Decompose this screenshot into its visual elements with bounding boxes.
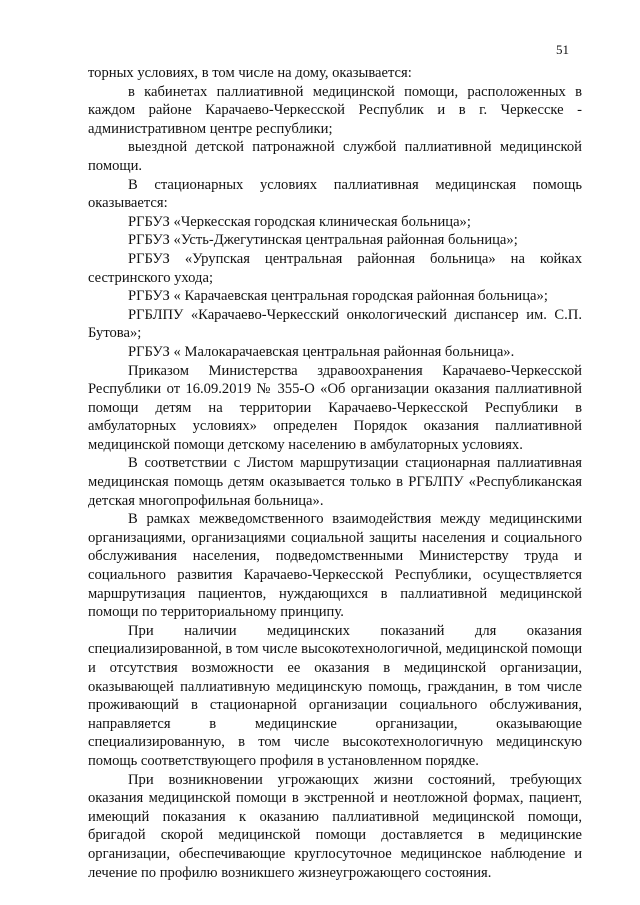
paragraph: В рамках межведомственного взаимодействия между медицинскими организациями, организациями социальной защиты населения и социального обслуживания населения, подведомственными Министерству труда и социального развития Карачаево-Черкесской Республики, осуществляется маршрутизация пациентов, нуждающихся в паллиативной медицинской помощи по территориальному принципу. <box>88 511 582 621</box>
paragraph: Приказом Министерства здравоохранения Карачаево-Черкесской Республики от 16.09.2019 № 355-О «Об организации оказания паллиативной помощи детям на территории Карачаево-Черкесской Республики в амбулаторных условиях» определен Порядок оказания паллиативной медицинской помощи детскому населению в амбулаторных условиях. <box>88 362 582 453</box>
paragraph: выездной детской патронажной службой паллиативной медицинской помощи. <box>88 139 582 174</box>
paragraph: В стационарных условиях паллиативная медицинская помощь оказывается: <box>88 176 582 212</box>
list-item: РГБУЗ « Карачаевская центральная городская районная больница»; <box>128 288 548 305</box>
list-item: РГБУЗ «Черкесская городская клиническая больница»; <box>128 213 471 230</box>
document-body <box>88 64 582 882</box>
page-number: 51 <box>556 42 569 57</box>
list-item: РГБЛПУ «Карачаево-Черкесский онкологический диспансер им. С.П. Бутова»; <box>88 306 582 342</box>
list-item: РГБУЗ «Урупская центральная районная больница» на койках сестринского ухода; <box>88 250 582 286</box>
list-item: РГБУЗ «Усть-Джегутинская центральная районная больница»; <box>128 232 518 249</box>
paragraph: торных условиях, в том числе на дому, оказывается: <box>88 65 412 81</box>
paragraph: При наличии медицинских показаний для оказания специализированной, в том числе высокотехнологичной, медицинской помощи и отсутствия возможности ее оказания в медицинской организации, оказывающей паллиативную медицинскую помощь, гражданин, в том числе проживающий в стационарной организации социального обслуживания, направляется в медицинские организации, оказывающие специализированную, в том числе высокотехнологичную медицинскую помощь соответствующего профиля в установленном порядке. <box>88 622 583 769</box>
paragraph: в кабинетах паллиативной медицинской помощи, расположенных в каждом районе Карачаево-Черкесской Республик и в г. Черкесске - административном центре республики; <box>88 83 582 137</box>
paragraph: В соответствии с Листом маршрутизации стационарная паллиативная медицинская помощь детям оказывается только в РГБЛПУ «Республиканская детская многопрофильная больница». <box>88 455 582 509</box>
list-item: РГБУЗ « Малокарачаевская центральная районная больница». <box>128 343 515 360</box>
paragraph: При возникновении угрожающих жизни состояний, требующих оказания медицинской помощи в экстренной и неотложной формах, пациент, имеющий показания к оказанию паллиативной медицинской помощи, бригадой скорой медицинской помощи доставляется в медицинские организации, обеспечивающие круглосуточное медицинское наблюдение и лечение по профилю возникшего жизнеугрожающего состояния. <box>88 771 582 881</box>
